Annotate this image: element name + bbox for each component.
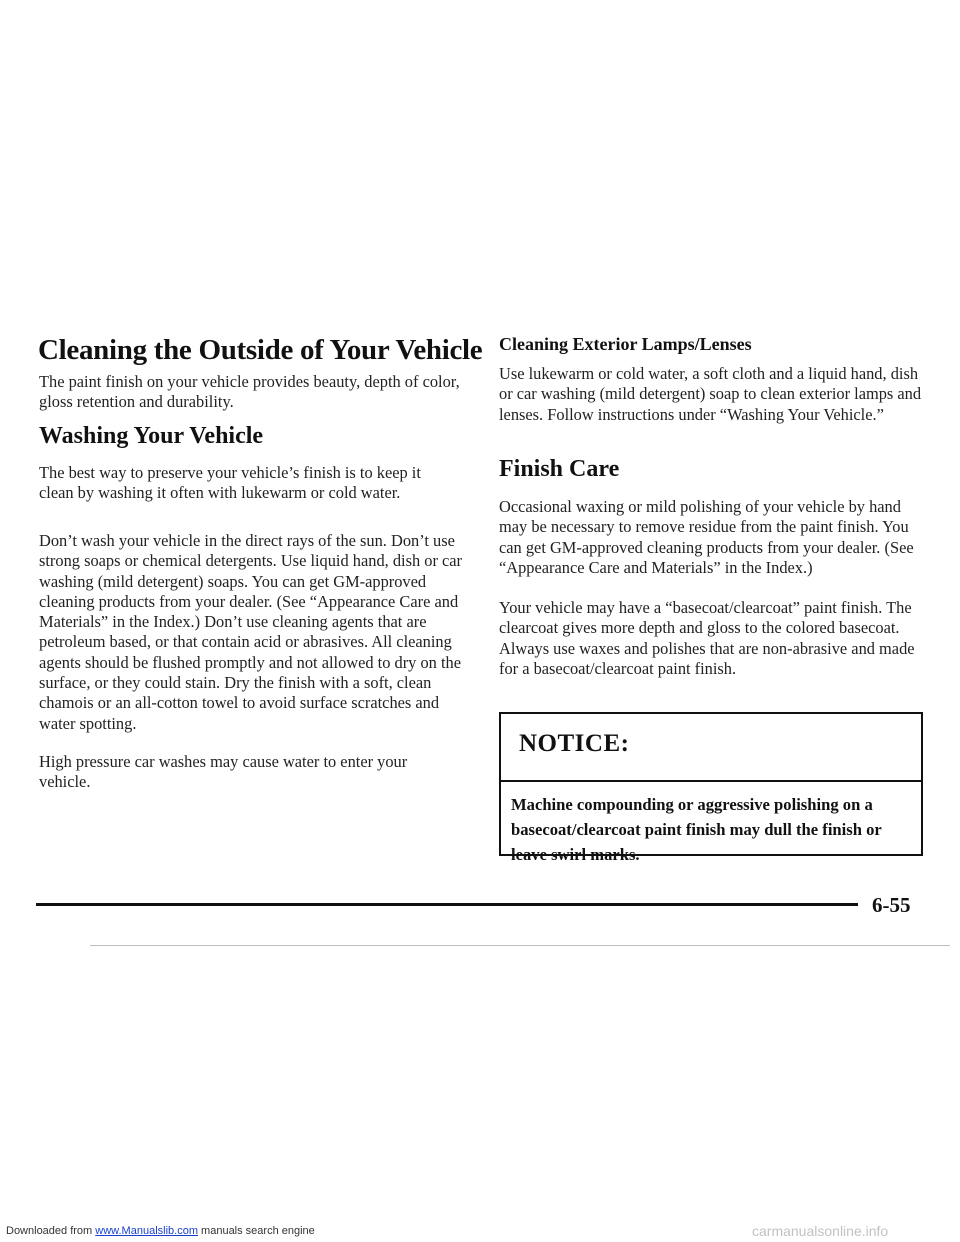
washing-paragraph-2: Don’t wash your vehicle in the direct rays of the sun. Don’t use strong soaps or chemical detergents. Use liquid hand, dish or car washing (mild detergent) soaps. You can get GM-approved cleaning products from your dealer. (See “Appearance Care and Materials” in the Index.) Don’t use cleaning agents that are petroleum based, or that contain acid or abrasives. All cleaning agents should be flushed promptly and not allowed to dry on the surface, or they could stain. Dry the finish with a soft, clean chamois or an all-cotton towel to avoid surface scratches and water spotting. bbox=[39, 531, 463, 733]
footer-prefix: Downloaded from bbox=[6, 1225, 93, 1237]
lamps-paragraph: Use lukewarm or cold water, a soft cloth and a liquid hand, dish or car washing (mild detergent) soap to clean exterior lamps and lenses. Follow instructions under “Washing Your Vehicle.” bbox=[499, 364, 922, 424]
washing-paragraph-3: High pressure car washes may cause water to enter your vehicle. bbox=[39, 752, 408, 792]
watermark: carmanualsonline.info bbox=[752, 1223, 889, 1239]
notice-title: NOTICE: bbox=[501, 714, 921, 782]
manualslib-link[interactable]: www.Manualslib.com bbox=[95, 1225, 198, 1237]
finish-paragraph-1: Occasional waxing or mild polishing of your vehicle by hand may be necessary to remove residue from the paint finish. You can get GM-approved cleaning products from your dealer. (See “Appearance Care and Materials” in the Index.) bbox=[499, 497, 914, 577]
scan-line bbox=[90, 945, 950, 946]
section-title: Cleaning the Outside of Your Vehicle bbox=[38, 334, 483, 366]
footer-rule bbox=[36, 903, 858, 906]
intro-paragraph: The paint finish on your vehicle provides beauty, depth of color, gloss retention and durability. bbox=[39, 372, 460, 412]
finish-care-heading: Finish Care bbox=[499, 456, 620, 482]
footer-suffix: manuals search engine bbox=[201, 1225, 315, 1237]
washing-paragraph-1: The best way to preserve your vehicle’s finish is to keep it clean by washing it often with lukewarm or cold water. bbox=[39, 463, 421, 503]
notice-box bbox=[499, 712, 923, 864]
download-footer bbox=[6, 1225, 315, 1237]
lamps-heading: Cleaning Exterior Lamps/Lenses bbox=[499, 334, 752, 354]
washing-heading: Washing Your Vehicle bbox=[39, 423, 264, 449]
notice-body: Machine compounding or aggressive polishing on a basecoat/clearcoat paint finish may dull the finish or leave swirl marks. bbox=[511, 795, 882, 864]
page-number: 6-55 bbox=[872, 893, 911, 917]
finish-paragraph-2: Your vehicle may have a “basecoat/clearcoat” paint finish. The clearcoat gives more depth and gloss to the colored basecoat. Always use waxes and polishes that are non-abrasive and made for a basecoat/clearcoat paint finish. bbox=[499, 598, 915, 678]
